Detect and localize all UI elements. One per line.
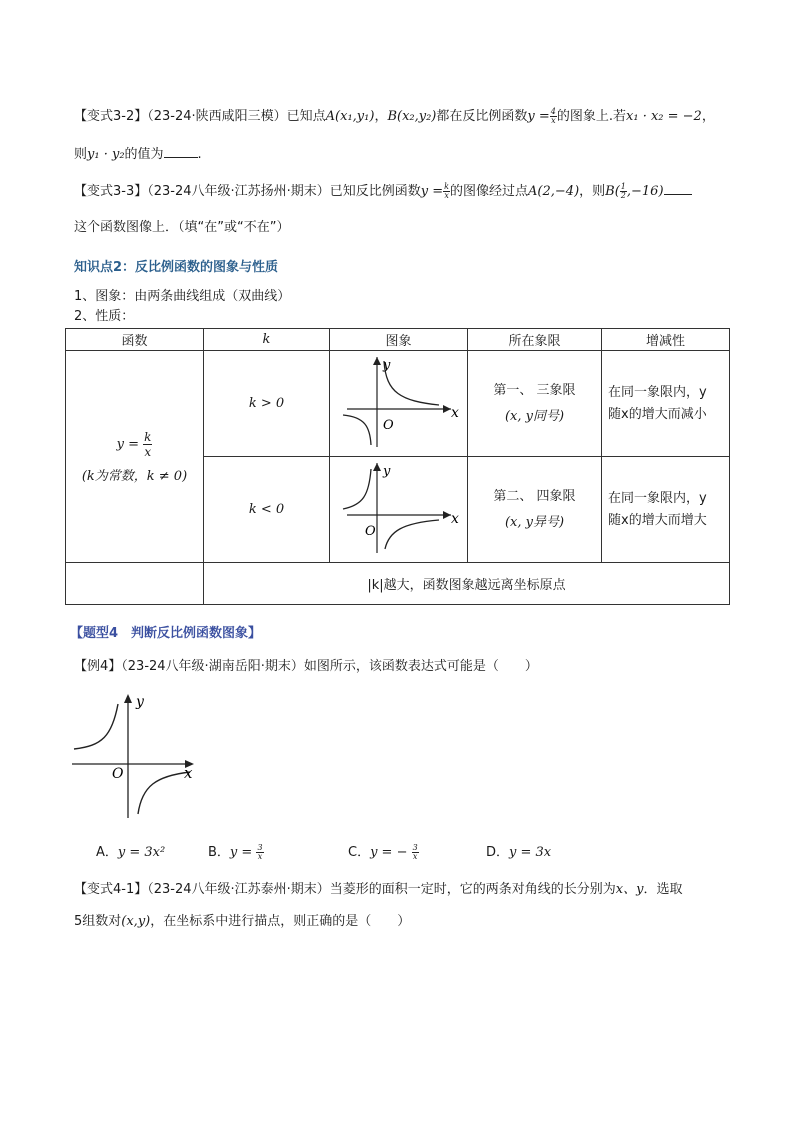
header-function: 函数 bbox=[66, 329, 204, 351]
option-a[interactable]: A．y = 3x² bbox=[96, 845, 166, 860]
variant-tag: 【变式4-1】 bbox=[74, 882, 148, 897]
header-quadrant: 所在象限 bbox=[468, 329, 602, 351]
fraction: $\frac{k}{x}$ bbox=[444, 182, 450, 200]
origin-label: O bbox=[112, 766, 124, 782]
table-footer-row bbox=[66, 563, 730, 605]
hyperbola-positive-graph bbox=[339, 353, 459, 451]
k-negative-cell: k < 0 bbox=[204, 457, 330, 563]
fraction: $\frac{k}{x}$ bbox=[144, 429, 152, 459]
function-cell: y = $\frac{k}{x}$ (k为常数，k ≠ 0) bbox=[66, 351, 204, 563]
graph-cell-positive bbox=[330, 351, 468, 457]
axis-label-x: x bbox=[450, 510, 459, 527]
answer-blank[interactable] bbox=[664, 182, 692, 195]
option-c[interactable]: C．y = − $\frac{3}{x}$ bbox=[348, 843, 418, 861]
k-positive-cell: k > 0 bbox=[204, 351, 330, 457]
option-d[interactable]: D．y = 3x bbox=[486, 845, 552, 860]
variant-source: （23-24八年级·江苏扬州·期末） bbox=[147, 184, 330, 199]
axis-label-y: y bbox=[382, 357, 390, 373]
variant-3-2-line2: 则y₁ · y₂的值为 . bbox=[74, 147, 202, 162]
fraction: $\frac{3}{x}$ bbox=[257, 843, 263, 861]
variant-4-1-line2: 5组数对(x,y)，在坐标系中进行描点，则正确的是（ ） bbox=[74, 914, 411, 929]
example-tag: 【例4】 bbox=[74, 659, 122, 674]
graph-cell-negative bbox=[330, 457, 468, 563]
knowledge-heading: 知识点2：反比例函数的图象与性质 bbox=[74, 260, 279, 275]
variant-3-2-line1: 【变式3-2】（23-24·陕西咸阳三模）已知点A(x₁,y₁)，B(x₂,y₂)都在反比例函数y = $\frac{4}{x}$ 的图象上.若x₁ · x₂ = −2， bbox=[74, 107, 715, 125]
monotonicity-cell-negative: 在同一象限内，y 随x的增大而增大 bbox=[602, 457, 730, 563]
axis-label-x: x bbox=[184, 764, 193, 782]
fraction: $\frac{1}{2}$ bbox=[620, 182, 626, 200]
variant-3-3-line2: 这个函数图像上．（填“在”或“不在”） bbox=[74, 220, 290, 235]
quadrant-cell-negative: 第二、 四象限 (x, y异号) bbox=[468, 457, 602, 563]
variant-source: （23-24八年级·江苏泰州·期末） bbox=[147, 882, 330, 897]
axis-label-x: x bbox=[450, 404, 459, 421]
option-b[interactable]: B．y = $\frac{3}{x}$ bbox=[208, 843, 263, 861]
type4-heading: 【题型4 判断反比例函数图象】 bbox=[70, 626, 262, 641]
fraction: $\frac{4}{x}$ bbox=[550, 107, 556, 125]
example4-graph bbox=[68, 692, 198, 822]
knowledge-item-1: 1、图象：由两条曲线组成（双曲线） bbox=[74, 289, 291, 304]
quadrant-cell-positive: 第一、 三象限 (x, y同号) bbox=[468, 351, 602, 457]
variant-source: （23-24·陕西咸阳三模） bbox=[147, 109, 287, 124]
header-k: k bbox=[204, 329, 330, 351]
example-source: （23-24八年级·湖南岳阳·期末） bbox=[121, 659, 304, 674]
variant-3-3-line1: 【变式3-3】（23-24八年级·江苏扬州·期末）已知反比例函数y = $\frac{k}{x}$ 的图像经过点A(2,−4)，则B( $\frac{1}{2}$ ,−16) bbox=[74, 181, 692, 203]
origin-label: O bbox=[382, 417, 394, 433]
hyperbola-negative-graph bbox=[339, 459, 459, 557]
properties-table bbox=[65, 328, 730, 605]
table-header-row bbox=[66, 329, 730, 351]
fraction: $\frac{3}{x}$ bbox=[412, 843, 418, 861]
origin-label: O bbox=[364, 523, 376, 539]
header-graph: 图象 bbox=[330, 329, 468, 351]
variant-4-1-line1: 【变式4-1】（23-24八年级·江苏泰州·期末）当菱形的面积一定时，它的两条对角线的长分别为x、y．选取 bbox=[74, 882, 683, 897]
table-row bbox=[66, 351, 730, 457]
variant-tag: 【变式3-2】 bbox=[74, 109, 148, 124]
monotonicity-cell-positive: 在同一象限内，y 随x的增大而减小 bbox=[602, 351, 730, 457]
axis-label-y: y bbox=[136, 694, 144, 710]
answer-blank[interactable] bbox=[164, 145, 198, 158]
knowledge-item-2: 2、性质： bbox=[74, 309, 135, 324]
function-condition: (k为常数，k ≠ 0) bbox=[81, 468, 188, 484]
axis-label-y: y bbox=[382, 463, 390, 479]
example4-line: 【例4】（23-24八年级·湖南岳阳·期末）如图所示，该函数表达式可能是（ ） bbox=[74, 659, 538, 674]
footer-cell: |k|越大，函数图象越远离坐标原点 bbox=[204, 563, 730, 605]
variant-tag: 【变式3-3】 bbox=[74, 184, 148, 199]
header-monotonicity: 增减性 bbox=[602, 329, 730, 351]
